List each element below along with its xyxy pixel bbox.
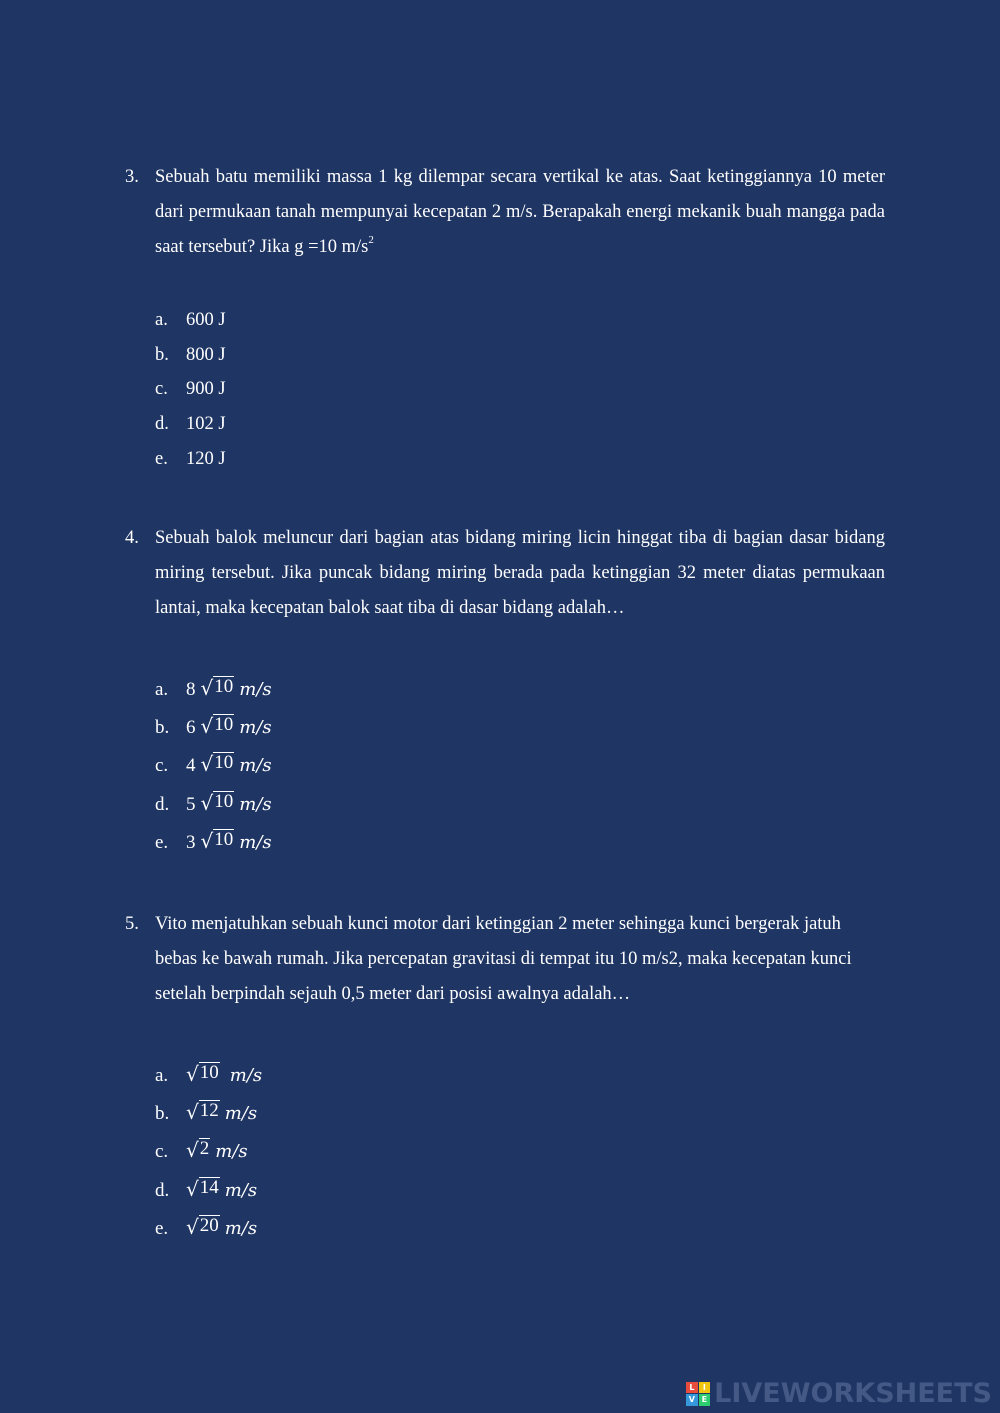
- option-text: 102 J: [186, 414, 226, 435]
- square-root: [201, 829, 235, 851]
- option-letter: a.: [155, 679, 169, 700]
- radical-sign: √: [200, 790, 214, 815]
- option-c[interactable]: [155, 747, 885, 785]
- square-root: [186, 1215, 220, 1237]
- option-letter: b.: [155, 717, 170, 739]
- question-3: [125, 160, 885, 476]
- question-text: Sebuah batu memiliki massa 1 kg dilempar secara vertikal ke atas. Saat ketinggiannya 10 meter dari permukaan tanah mempunyai kecepatan 2 m/s. Berapakah energi mekanik buah mangga pada saat tersebut? Jika g =10 $m/s^2$: [155, 167, 885, 257]
- option-c[interactable]: [155, 372, 885, 407]
- coefficient: 8: [186, 679, 196, 700]
- question-5: [125, 907, 885, 1248]
- square-root: [186, 1138, 210, 1163]
- answer-options: [155, 671, 885, 862]
- option-letter: c.: [155, 379, 168, 400]
- coefficient: 4: [186, 755, 196, 777]
- option-text: 900 J: [186, 379, 226, 400]
- radical-sign: √: [186, 1214, 199, 1239]
- coefficient: 6: [186, 717, 196, 739]
- radicand: 2: [199, 1138, 210, 1160]
- unit: m/s: [239, 755, 272, 777]
- option-letter: c.: [155, 1141, 169, 1163]
- option-letter: e.: [155, 1217, 169, 1239]
- square-root: [186, 1177, 220, 1199]
- radicand: 10: [199, 1062, 219, 1084]
- answer-options: [155, 1057, 885, 1248]
- radicand: 10: [214, 714, 234, 736]
- question-5-stem: [125, 907, 885, 1012]
- unit: m/s: [229, 1065, 263, 1086]
- option-text: 120 J: [186, 448, 226, 469]
- unit: m/s: [239, 831, 272, 853]
- question-number: 5.: [125, 914, 139, 934]
- radicand: 10: [214, 752, 234, 774]
- option-d[interactable]: [155, 1172, 885, 1210]
- option-letter: e.: [155, 448, 168, 469]
- square-root: [200, 752, 235, 777]
- option-a[interactable]: [155, 303, 885, 338]
- unit: m/s: [224, 1217, 258, 1239]
- option-text: 600 J: [186, 310, 226, 330]
- option-letter: d.: [155, 414, 169, 435]
- coefficient: 3: [186, 831, 196, 853]
- logo-letter-i: I: [699, 1382, 711, 1394]
- option-c[interactable]: [155, 1133, 885, 1171]
- coefficient: 5: [186, 793, 196, 815]
- option-e[interactable]: [155, 442, 885, 477]
- unit: m/s: [239, 717, 272, 739]
- radicand: 10: [214, 828, 234, 850]
- square-root: [201, 676, 235, 698]
- square-root: [186, 1100, 220, 1125]
- unit: m/s: [224, 1103, 258, 1125]
- option-text: 800 J: [186, 344, 226, 365]
- option-e[interactable]: [155, 1210, 885, 1248]
- radical-sign: √: [200, 714, 214, 739]
- question-4-stem: [125, 521, 885, 626]
- superscript: 2: [368, 233, 374, 246]
- option-letter: d.: [155, 1179, 170, 1201]
- option-letter: b.: [155, 344, 169, 365]
- radical-sign: √: [186, 1176, 199, 1201]
- radical-sign: √: [200, 752, 214, 777]
- option-d[interactable]: [155, 407, 885, 442]
- answer-options: [155, 303, 885, 476]
- question-3-stem: [125, 160, 885, 265]
- radical-sign: √: [200, 828, 214, 853]
- radical-sign: √: [186, 1138, 199, 1163]
- option-b[interactable]: [155, 1095, 885, 1133]
- unit: m/s: [239, 793, 272, 815]
- question-number: 3.: [125, 167, 139, 187]
- radicand: 10: [214, 676, 234, 698]
- option-e[interactable]: [155, 824, 885, 862]
- radicand: 20: [199, 1214, 219, 1236]
- square-root: [200, 714, 235, 739]
- option-letter: c.: [155, 755, 169, 777]
- option-b[interactable]: [155, 709, 885, 747]
- option-letter: d.: [155, 793, 170, 815]
- option-a[interactable]: [155, 671, 885, 709]
- liveworksheets-watermark: [686, 1378, 992, 1409]
- radicand: 10: [214, 790, 234, 812]
- logo-letter-l: L: [686, 1382, 698, 1394]
- unit: m/s: [239, 679, 272, 700]
- watermark-text: LIVEWORKSHEETS: [714, 1378, 992, 1409]
- square-root: [186, 1062, 220, 1084]
- square-root: [201, 791, 235, 813]
- logo-letter-v: V: [686, 1394, 698, 1406]
- unit: m/s: [224, 1179, 258, 1201]
- question-text: Sebuah balok meluncur dari bagian atas bidang miring licin hinggat tiba di bagian dasar bidang miring tersebut. Jika puncak bidang miring berada pada ketinggian 32 meter diatas permukaan lantai, maka kecepatan balok saat tiba di dasar bidang adalah…: [155, 528, 885, 618]
- option-letter: a.: [155, 1065, 169, 1086]
- question-number: 4.: [125, 528, 139, 548]
- question-text: Vito menjatuhkan sebuah kunci motor dari ketinggian 2 meter sehingga kunci bergerak jatuh bebas ke bawah rumah. Jika percepatan gravitasi di tempat itu 10 m/s2, maka kecepatan kunci setelah berpindah sejauh 0,5 meter dari posisi awalnya adalah…: [155, 914, 852, 1004]
- radicand: 14: [199, 1176, 219, 1198]
- option-b[interactable]: [155, 338, 885, 373]
- radical-sign: √: [186, 1062, 199, 1086]
- liveworksheets-logo-icon: [686, 1382, 710, 1406]
- radical-sign: √: [200, 676, 214, 700]
- unit: m/s: [215, 1141, 248, 1163]
- logo-letter-e: E: [699, 1394, 711, 1406]
- option-a[interactable]: [155, 1057, 885, 1095]
- question-4: [125, 521, 885, 862]
- option-letter: e.: [155, 831, 169, 853]
- option-d[interactable]: [155, 786, 885, 824]
- option-letter: a.: [155, 310, 168, 330]
- radical-sign: √: [186, 1100, 199, 1125]
- radicand: 12: [199, 1100, 219, 1122]
- option-letter: b.: [155, 1103, 170, 1125]
